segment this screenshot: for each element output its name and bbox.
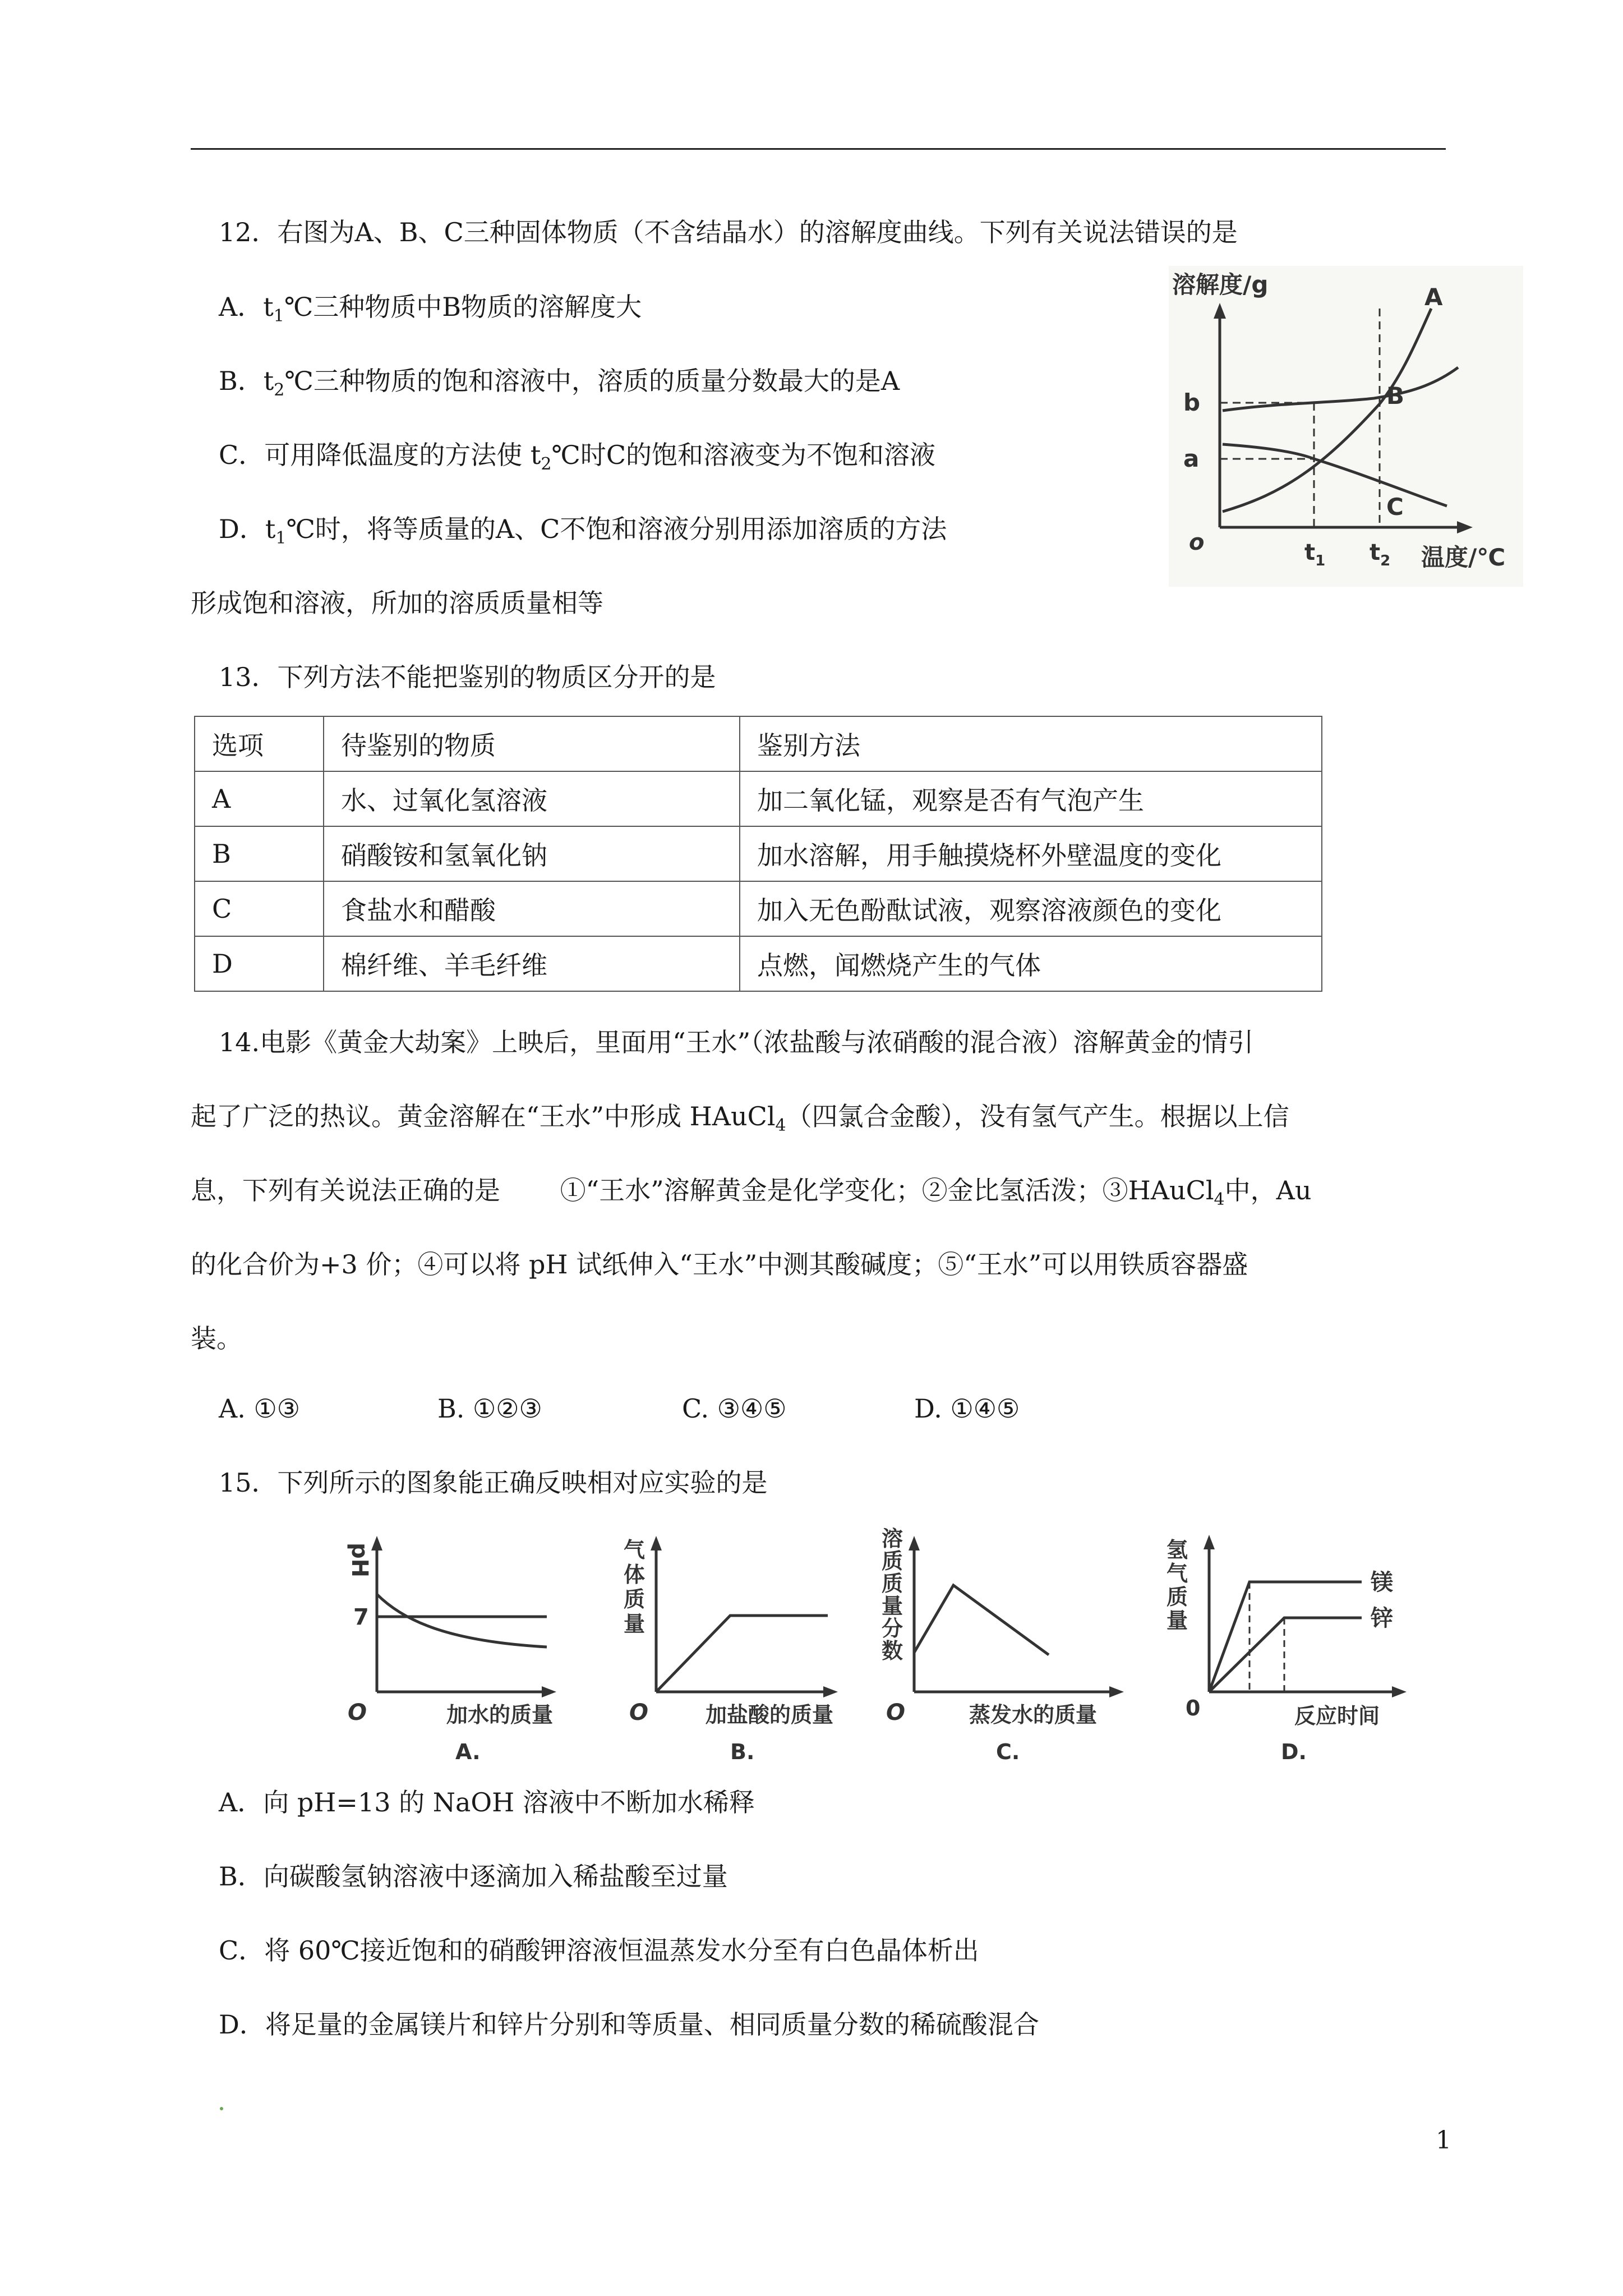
x-axis-arrow-icon: [1109, 1686, 1124, 1697]
tick-t1: $t_1$: [1304, 540, 1326, 569]
cell-substances: 食盐水和醋酸: [324, 881, 740, 936]
table-row: [195, 881, 1322, 936]
tick-a: a: [1183, 445, 1200, 472]
cell-method: 点燃，闻燃烧产生的气体: [740, 936, 1322, 991]
q12-stem: 12．右图为A、B、C三种固体物质（不含结晶水）的溶解度曲线。下列有关说法错误的是: [219, 217, 1238, 247]
graph-c-mass-fraction: [880, 1520, 1138, 1761]
cell-option: B: [195, 826, 324, 881]
table-row: [195, 826, 1322, 881]
y-axis-arrow-icon: [651, 1536, 662, 1550]
graph-d-ylabel-3: 质: [1166, 1585, 1188, 1609]
q15-option-b: B．向碳酸氢钠溶液中逐滴加入稀盐酸至过量: [219, 1861, 728, 1892]
curve-c-label: C: [1386, 493, 1404, 521]
x-axis-arrow-icon: [1392, 1686, 1407, 1697]
q15-option-a: A．向 pH=13 的 NaOH 溶液中不断加水稀释: [219, 1787, 755, 1818]
graph-a-tick-7: 7: [353, 1604, 369, 1630]
q14-line-5: 装。: [191, 1323, 242, 1354]
graph-c-origin: O: [886, 1700, 906, 1726]
cell-option: A: [195, 771, 324, 826]
graph-c-ylabel-3: 质: [882, 1571, 903, 1596]
tick-b: b: [1183, 389, 1201, 416]
graph-b-gas: [583, 1526, 841, 1761]
cell-method: 加入无色酚酞试液，观察溶液颜色的变化: [740, 881, 1322, 936]
header-option: 选项: [195, 716, 324, 771]
cell-method: 加二氧化锰，观察是否有气泡产生: [740, 771, 1322, 826]
header-rule: [191, 148, 1446, 150]
table-row: [195, 771, 1322, 826]
graph-c-xlabel: 蒸发水的质量: [969, 1703, 1098, 1727]
q12-option-d-cont: 形成饱和溶液，所加的溶质质量相等: [191, 588, 603, 618]
q14-option-a: A. ①③: [219, 1393, 300, 1424]
graph-b-ylabel-3: 质: [624, 1587, 645, 1612]
graph-b-caption: B.: [730, 1740, 755, 1761]
q12-option-d: D．$t_1℃$时，将等质量的A、C不饱和溶液分别用添加溶质的方法: [219, 514, 947, 548]
graph-a-origin: O: [348, 1700, 367, 1726]
graph-c-ylabel-1: 溶: [882, 1526, 903, 1551]
graph-a-ph: [325, 1526, 561, 1761]
solubility-x-label: 温度/℃: [1421, 544, 1506, 571]
q13-table: [194, 716, 1322, 992]
graph-d-series-zn: 锌: [1371, 1605, 1393, 1631]
graph-c-caption: C.: [996, 1740, 1020, 1761]
graph-c-ylabel-4: 量: [882, 1594, 903, 1618]
solubility-curve-graph: [1166, 264, 1525, 589]
graph-c-ylabel-6: 数: [882, 1639, 903, 1663]
graph-b-origin: O: [629, 1700, 649, 1726]
graph-b-ylabel-1: 气: [624, 1538, 645, 1562]
x-axis-arrow-icon: [542, 1686, 556, 1697]
table-header-row: [195, 716, 1322, 771]
graph-d-xlabel: 反应时间: [1294, 1704, 1380, 1728]
q12-option-b: B．$t_2℃$三种物质的饱和溶液中，溶质的质量分数最大的是A: [219, 366, 900, 400]
page-number: 1: [1436, 2126, 1451, 2155]
graph-d-hydrogen: [1161, 1526, 1430, 1761]
q15-option-c: C．将 60℃接近饱和的硝酸钾溶液恒温蒸发水分至有白色晶体析出: [219, 1935, 979, 1966]
q14-option-c: C. ③④⑤: [682, 1393, 787, 1424]
cell-substances: 水、过氧化氢溶液: [324, 771, 740, 826]
q13-stem: 13．下列方法不能把鉴别的物质区分开的是: [219, 662, 716, 692]
graph-b-xlabel: 加盐酸的质量: [706, 1703, 834, 1727]
cell-option: C: [195, 881, 324, 936]
cell-method: 加水溶解，用手触摸烧杯外壁温度的变化: [740, 826, 1322, 881]
graph-c-ylabel-2: 质: [882, 1549, 903, 1573]
graph-a-ylabel: pH: [347, 1543, 372, 1578]
header-substances: 待鉴别的物质: [324, 716, 740, 771]
y-axis-arrow-icon: [909, 1536, 920, 1550]
q15-option-d: D．将足量的金属镁片和锌片分别和等质量、相同质量分数的稀硫酸混合: [219, 2009, 1039, 2040]
cell-substances: 硝酸铵和氢氧化钠: [324, 826, 740, 881]
graph-d-ylabel-2: 气: [1166, 1561, 1188, 1586]
graph-b-ylabel-4: 量: [624, 1612, 645, 1636]
solubility-y-label: 溶解度/g: [1172, 271, 1269, 298]
q14-option-d: D. ①④⑤: [914, 1393, 1020, 1424]
graph-d-ylabel-1: 氢: [1166, 1538, 1188, 1562]
q14-option-b: B. ①②③: [437, 1393, 542, 1424]
graph-c-ylabel-5: 分: [882, 1616, 903, 1641]
q14-line-2: 起了广泛的热议。黄金溶解在“王水”中形成 HAuCl$_4$（四氯合金酸），没有氢气产生。根据以上信: [191, 1101, 1289, 1135]
cell-option: D: [195, 936, 324, 991]
curve-b-label: B: [1386, 382, 1405, 409]
q12-option-a: A．$t_1℃$三种物质中B物质的溶解度大: [219, 292, 642, 326]
graph-d-caption: D.: [1281, 1740, 1307, 1761]
graph-a-caption: A.: [455, 1740, 481, 1761]
q14-line-1: 14.电影《黄金大劫案》上映后，里面用“王水”（浓盐酸与浓硝酸的混合液）溶解黄金的情引: [219, 1027, 1254, 1057]
q14-line-3: 息，下列有关说法正确的是 ①“王水”溶解黄金是化学变化；②金比氢活泼；③HAuCl$_4$中，Au: [191, 1175, 1312, 1209]
graph-d-series-mg: 镁: [1371, 1570, 1393, 1595]
q12-option-c: C．可用降低温度的方法使 $t_2℃$时C的饱和溶液变为不饱和溶液: [219, 440, 936, 474]
q14-paragraph: [191, 1005, 1446, 1375]
graph-d-ylabel-4: 量: [1166, 1608, 1188, 1633]
y-axis-arrow-icon: [371, 1536, 382, 1550]
origin-label: o: [1189, 530, 1205, 555]
header-method: 鉴别方法: [740, 716, 1322, 771]
graph-b-ylabel-2: 体: [624, 1562, 645, 1587]
table-row: [195, 936, 1322, 991]
y-axis-arrow-icon: [1204, 1535, 1215, 1549]
curve-a-label: A: [1424, 283, 1443, 311]
graph-d-origin: 0: [1186, 1696, 1201, 1720]
q14-line-4: 的化合价为+3 价；④可以将 pH 试纸伸入“王水”中测其酸碱度；⑤“王水”可以用铁质容器盛: [191, 1249, 1248, 1280]
q15-stem: 15．下列所示的图象能正确反映相对应实验的是: [219, 1467, 768, 1498]
cell-substances: 棉纤维、羊毛纤维: [324, 936, 740, 991]
x-axis-arrow-icon: [823, 1686, 838, 1697]
stray-dot: [220, 2107, 223, 2110]
tick-t2: $t_2$: [1370, 540, 1391, 569]
graph-a-xlabel: 加水的质量: [446, 1703, 554, 1727]
